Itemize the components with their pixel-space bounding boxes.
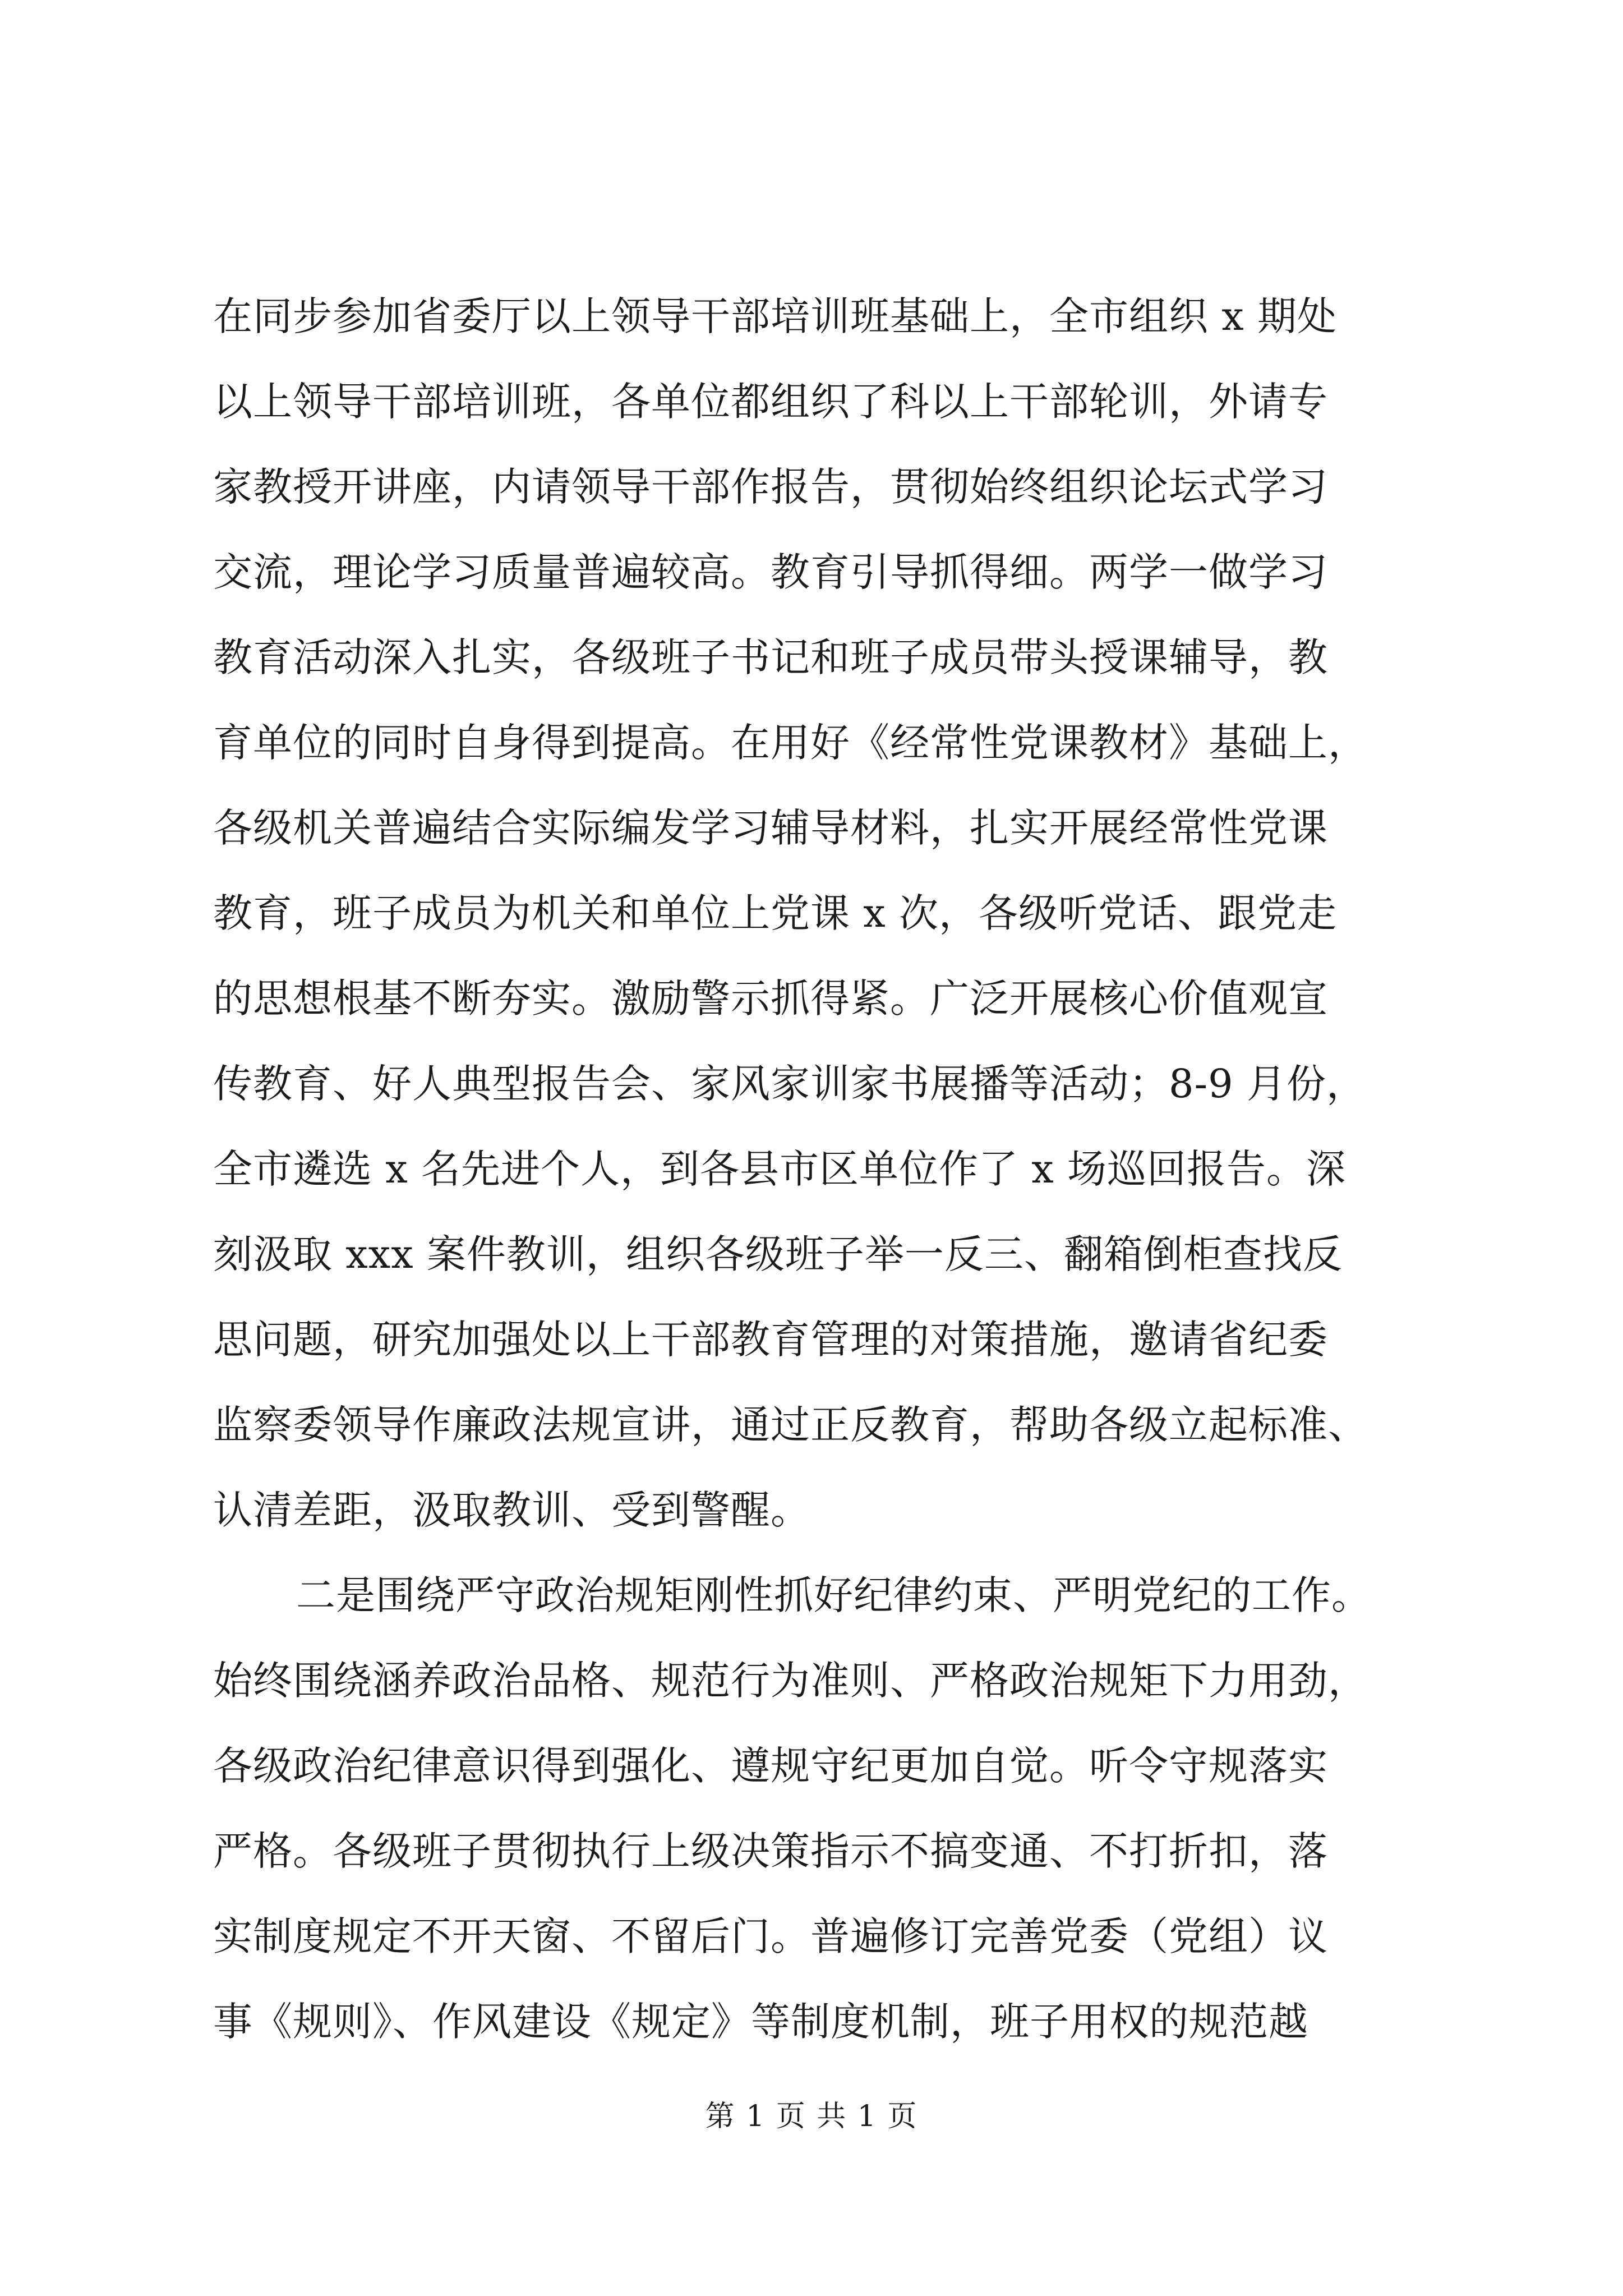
text-line: 教育活动深入扎实，各级班子书记和班子成员带头授课辅导，教: [213, 634, 1328, 680]
text-line: 传教育、好人典型报告会、家风家训家书展播等活动；8-9 月份，: [213, 1061, 1366, 1107]
text-line: 教育，班子成员为机关和单位上党课 x 次，各级听党话、跟党走: [213, 890, 1337, 936]
page-number-footer: 第 1 页 共 1 页: [705, 2100, 918, 2133]
text-line: 育单位的同时自身得到提高。在用好《经常性党课教材》基础上，: [213, 720, 1368, 766]
text-line: 交流，理论学习质量普遍较高。教育引导抓得细。两学一做学习: [213, 549, 1328, 595]
text-line: 刻汲取 xxx 案件教训，组织各级班子举一反三、翻箱倒柜查找反: [213, 1231, 1343, 1277]
text-line: 严格。各级班子贯彻执行上级决策指示不搞变通、不打折扣，落: [213, 1828, 1328, 1874]
text-line: 各级机关普遍结合实际编发学习辅导材料，扎实开展经常性党课: [213, 805, 1328, 851]
text-line: 事《规则》、作风建设《规定》等制度机制，班子用权的规范越: [213, 1999, 1308, 2045]
text-line: 的思想根基不断夯实。激励警示抓得紧。广泛开展核心价值观宣: [213, 976, 1328, 1022]
text-line: 家教授开讲座，内请领导干部作报告，贯彻始终组织论坛式学习: [213, 464, 1328, 510]
text-line: 始终围绕涵养政治品格、规范行为准则、严格政治规矩下力用劲，: [213, 1658, 1368, 1704]
document-body: [213, 274, 1436, 2064]
text-line: 实制度规定不开天窗、不留后门。普遍修订完善党委（党组）议: [213, 1913, 1328, 1959]
text-line: 以上领导干部培训班，各单位都组织了科以上干部轮训，外请专: [213, 379, 1328, 425]
text-line: 思问题，研究加强处以上干部教育管理的对策措施，邀请省纪委: [213, 1317, 1328, 1363]
text-line: 各级政治纪律意识得到强化、遵规守纪更加自觉。听令守规落实: [213, 1743, 1328, 1789]
text-line: 监察委领导作廉政法规宣讲，通过正反教育，帮助各级立起标准、: [213, 1402, 1368, 1448]
text-line: 在同步参加省委厅以上领导干部培训班基础上，全市组织 x 期处: [213, 293, 1337, 339]
text-line: 全市遴选 x 名先进个人，到各县市区单位作了 x 场巡回报告。深: [213, 1146, 1346, 1192]
paragraph-start-line: 二是围绕严守政治规矩刚性抓好纪律约束、严明党纪的工作。: [296, 1572, 1371, 1618]
text-line: 认清差距，汲取教训、受到警醒。: [213, 1487, 810, 1533]
